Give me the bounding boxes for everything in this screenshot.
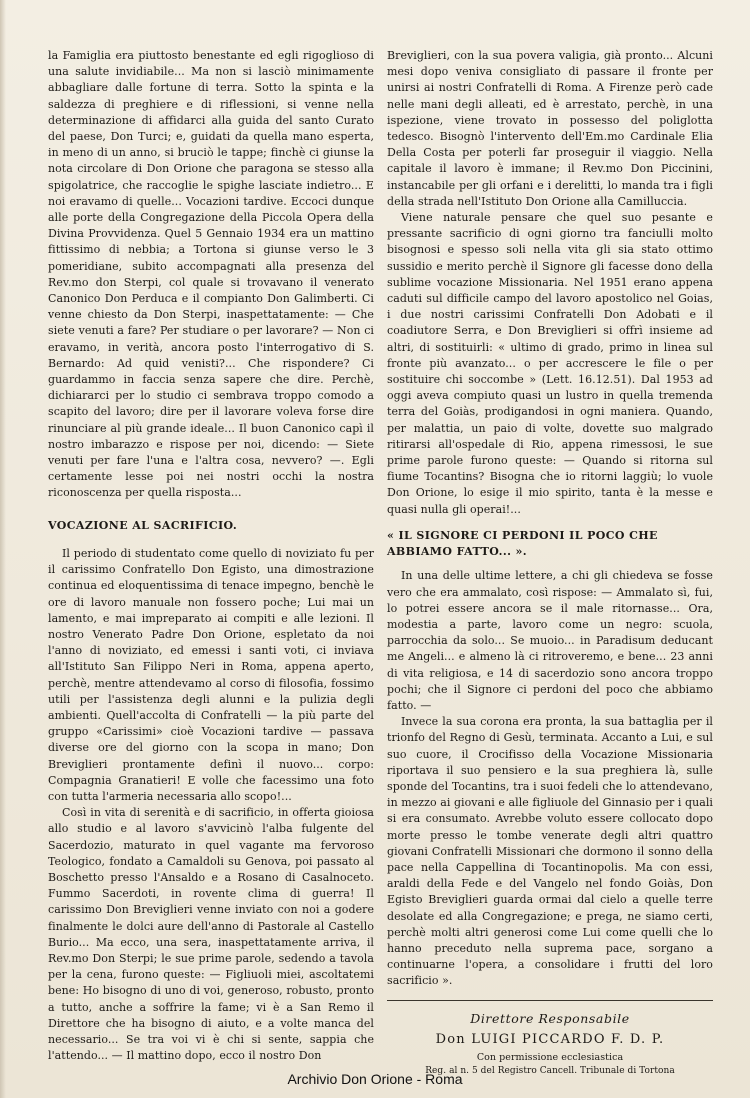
signature-divider: [387, 1000, 713, 1001]
section-heading-quote: « IL SIGNORE CI PERDONI IL POCO CHE ABBIAMO FATTO... ».: [387, 528, 658, 559]
signature-name: Don LUIGI PICCARDO F. D. P.: [435, 1031, 665, 1047]
right-column: [387, 48, 713, 1078]
left-paragraph-2: Così in vita di serenità e di sacrificio, in offerta gioiosa allo studio e al lavoro s'avvicinò l'alba fulgente del Sacerdozio, maturato in quel vagante ma fervoroso Teologico, fondato a Camaldoli su Genova, poi passato al Boschetto presso l'Ansaldo e a Rosano di Casalnoceto. Fummo Sacerdoti, in rovente clima di guerra! Il carissimo Don Breviglieri venne inviato con noi a godere finalmente le dolci aure dell'anno di Pastorale al Castello Burio... Ma ecco, una sera, inaspettatamente arriva, il Rev.mo Don Sterpi; le sue prime parole, sedendo a tavola per la cena, furono queste: — Figliuoli miei, ascoltatemi bene: Ho bisogno di uno di voi, generoso, robusto, pronto a tutto, anche a soffrire la fame; vi è a San Remo il Direttore che ha bisogno di aiuto, e a volte manca del necessario... Se tra voi vi è chi si sente, sappia che l'attendo... — Il mattino dopo, ecco il nostro Don: [48, 806, 374, 1063]
right-paragraph-3: Invece la sua corona era pronta, la sua battaglia per il trionfo del Regno di Gesù, terminata. Accanto a Lui, e sul suo cuore, il Crocifisso della Vocazione Missionaria riportava il suo pensiero e la sua preghiera là, sulle sponde del Tocantins, tra i suoi fedeli che lo attendevano, in mezzo ai giovani e alle figliuole del Ginnasio per i quali si era consumato. Avrebbe voluto essere collocato dopo morte presso le tombe venerate degli altri quattro giovani Confratelli Missionari che dormono il sonno della pace nella Cappellina di Tocantinopolis. Ma con essi, araldi della Fede e del Vangelo nel fondo Goiàs, Don Egisto Breviglieri guarda ormai dal cielo a quelle terre desolate ed alla Congregazione; e prega, ne siamo certi, perchè molti altri generosi come Lui come quelli che lo hanno preceduto nella suprema pace, sorgano a continuarne l'opera, a consolidare i frutti del loro sacrificio ».: [387, 715, 713, 988]
left-paragraph-1: Il periodo di studentato come quello di noviziato fu per il carissimo Confratello Don Egisto, una dimostrazione continua ed eloquentissima di tenace impegno, benchè le ore di lavoro manuale non fossero poche; Lui mai un lamento, e mai impreparato ai compiti e alle lezioni. Il nostro Venerato Padre Don Orione, espletato da noi l'anno di noviziato, ed emessi i santi voti, ci inviava all'Istituto San Filippo Neri in Roma, appena aperto, perchè, mentre attendevamo al corso di filosofia, fossimo utili per l'assistenza degli alunni e la pulizia degli ambienti. Quell'accolta di Confratelli — la più parte del gruppo «Carissimi» cioè Vocazioni tardive — passava diverse ore del giorno con la scopa in mano; Don Breviglieri prontamente definì il nuovo... corpo: Compagnia Granatieri! E volle che facessimo una foto con tutta l'armeria necessaria allo scopo!...: [48, 546, 374, 803]
right-paragraph-2: In una delle ultime lettere, a chi gli chiedeva se fosse vero che era ammalato, così rispose: — Ammalato sì, fui, lo potrei essere ancora se il male ritornasse... Ora, modestia a parte, lavoro come un negro: scuola, parrocchia da solo... Se muoio... in Paradisum deducant me Angeli... e almeno là ci ritroveremo, e bene... 23 anni di vita religiosa, e 14 di sacerdozio sono ancora troppo pochi; che il Signore ci perdoni del poco che abbiamo fatto. —: [387, 569, 713, 712]
section-heading-vocation: VOCAZIONE AL SACRIFICIO.: [48, 518, 238, 532]
left-column: [48, 48, 374, 1064]
left-intro-paragraph: la Famiglia era piuttosto benestante ed egli rigoglioso di una salute invidiabile... Ma non si lasciò minimamente abbagliare dalle fortune di terra. Sotto la spinta e la saldezza di preghiere e di riflessioni, si venne nella determinazione di affidarci alla guida del santo Curato del paese, Don Turci; e, guidati da quella mano esperta, in meno di un anno, si bruciò le tappe; finchè ci giunse la nota circolare di Don Orione che paragona se stesso alla spigolatrice, che raccoglie le spighe lasciate indietro... E noi eravamo di quelle... Vocazioni tardive. Eccoci dunque alle porte della Congregazione della Piccola Opera della Divina Provvidenza. Quel 5 Gennaio 1934 era un mattino fittissimo di nebbia; a Tortona si giunse verso le 3 pomeridiane, subito accompagnati alla presenza del Rev.mo don Sterpi, col quale si trovavano il venerato Canonico Don Perduca e il compianto Don Galimberti. Ci venne chiesto da Don Sterpi, inaspettatamente: — Che siete venuti a fare? Per studiare o per lavorare? — Non ci eravamo, in verità, ancora posto l'interrogativo di S. Bernardo: Ad quid venisti?... Che rispondere? Ci guardammo in faccia senza sapere che dire. Perchè, dichiararci per lo studio ci sembrava troppo comodo a scapito del lavoro; dire per il lavorare voleva forse dire rinunciare al più grande ideale... Il buon Canonico capì il nostro imbarazzo e rispose per noi, dicendo: — Siete venuti per fare l'una e l'altra cosa, nevvero? —. Egli certamente lesse poi nei nostri occhi la nostra riconoscenza per quella risposta...: [48, 49, 374, 500]
page-edge-shadow: [0, 0, 6, 1098]
right-intro-paragraph: Breviglieri, con la sua povera valigia, già pronto... Alcuni mesi dopo veniva consigliato di passare il fronte per unirsi ai nostri Confratelli di Roma. A Firenze però cade nelle mani degli alleati, ed è arrestato, perchè, in una ispezione, viene trovato in possesso del poliglotta tedesco. Bisognò l'intervento dell'Em.mo Cardinale Elia Della Costa per poterli far proseguir il viaggio. Nella capitale il lavoro è immane; il Rev.mo Don Piccinini, instancabile per gli orfani e i derelitti, lo manda tra i figli della strada nell'Istituto Don Orione alla Camilluccia.: [387, 49, 713, 208]
signature-block: [387, 1000, 713, 1078]
right-paragraph-1: Viene naturale pensare che quel suo pesante e pressante sacrificio di ogni giorno tra fanciulli molto bisognosi e spesso soli nella vita gli sia stato ottimo sussidio e merito perchè il Signore gli facesse dono della sublime vocazione Missionaria. Nel 1951 erano appena caduti sul difficile campo del lavoro apostolico nel Goias, i due nostri carissimi Confratelli Don Adobati e il coadiutore Serra, e Don Breviglieri si offrì insieme ad altri, di sostituirli: « ultimo di grado, primo in linea sul fronte più avanzato... o per accrescere le file o per sostituire chi soccombe » (Lett. 16.12.51). Dal 1953 ad oggi aveva compiuto quasi un lustro in quella tremenda terra del Goiàs, prodigandosi in ogni maniera. Quando, per malattia, un paio di volte, dovette suo malgrado ritirarsi all'ospedale di Rio, appena rimessosi, le sue prime parole furono queste: — Quando si ritorna sul fiume Tocantins? Bisogna che io ritorni laggiù; lo vuole Don Orione, lo esige il mio spirito, tanta è la messe e quasi nulla gli operai!...: [387, 211, 713, 516]
signature-registration: Reg. al n. 5 del Registro Cancell. Tribunale di Tortona: [425, 1065, 675, 1076]
signature-permission: Con permissione ecclesiastica: [476, 1051, 624, 1063]
archive-footer: Archivio Don Orione - Roma: [287, 1071, 463, 1087]
signature-role: Direttore Responsabile: [470, 1010, 630, 1026]
